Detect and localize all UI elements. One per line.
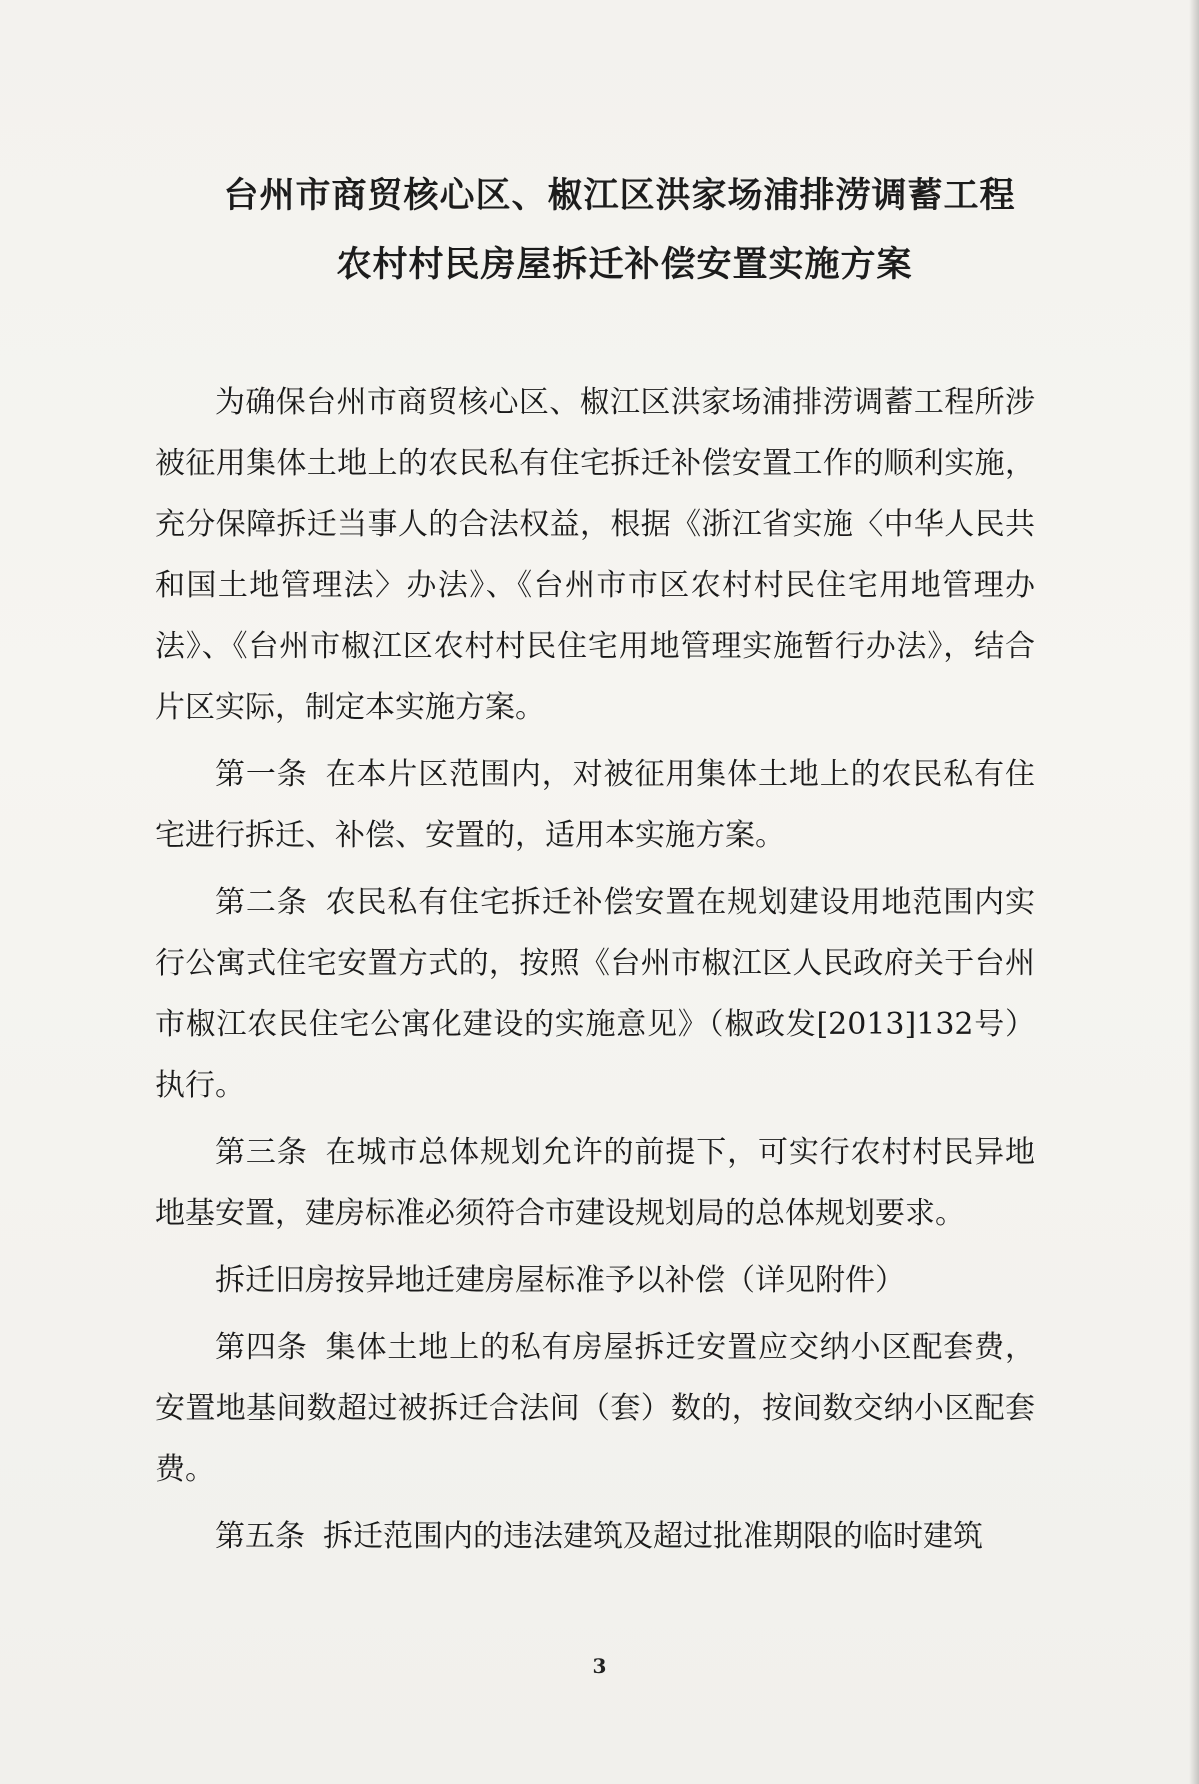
article-3 xyxy=(155,1122,1035,1244)
article-5 xyxy=(155,1506,1035,1567)
article-2-label: 第二条 xyxy=(215,885,308,920)
article-2 xyxy=(155,872,1035,1116)
article-1-label: 第一条 xyxy=(215,757,308,792)
article-5-text: 拆迁范围内的违法建筑及超过批准期限的临时建筑 xyxy=(323,1519,983,1554)
article-4-text: 集体土地上的私有房屋拆迁安置应交纳小区配套费，安置地基间数超过被拆迁合法间（套）数的，按间数交纳小区配套费。 xyxy=(155,1330,1035,1487)
document-title-line-1: 台州市商贸核心区、椒江区洪家场浦排涝调蓄工程 xyxy=(223,176,1016,216)
intro-paragraph: 为确保台州市商贸核心区、椒江区洪家场浦排涝调蓄工程所涉被征用集体土地上的农民私有住宅拆迁补偿安置工作的顺利实施，充分保障拆迁当事人的合法权益，根据《浙江省实施〈中华人民共和国土地管理法〉办法》、《台州市市区农村村民住宅用地管理办法》、《台州市椒江区农村村民住宅用地管理实施暂行办法》，结合片区实际，制定本实施方案。 xyxy=(155,385,1035,725)
article-4-label: 第四条 xyxy=(215,1330,308,1365)
article-5-label: 第五条 xyxy=(215,1519,305,1554)
article-4 xyxy=(155,1317,1035,1500)
article-3-text: 在城市总体规划允许的前提下，可实行农村村民异地地基安置，建房标准必须符合市建设规划局的总体规划要求。 xyxy=(155,1135,1035,1231)
document-title-line-2: 农村村民房屋拆迁补偿安置实施方案 xyxy=(336,245,913,285)
article-2-text: 农民私有住宅拆迁补偿安置在规划建设用地范围内实行公寓式住宅安置方式的，按照《台州市椒江区人民政府关于台州市椒江农民住宅公寓化建设的实施意见》（椒政发[2013]132号）执行。 xyxy=(155,885,1035,1103)
article-3-label: 第三条 xyxy=(215,1135,308,1170)
document-body xyxy=(155,372,1035,1567)
article-1-text: 在本片区范围内，对被征用集体土地上的农民私有住宅进行拆迁、补偿、安置的，适用本实施方案。 xyxy=(155,757,1035,853)
article-1 xyxy=(155,744,1035,866)
page-number: 3 xyxy=(592,1654,607,1678)
compensation-note: 拆迁旧房按异地迁建房屋标准予以补偿（详见附件） xyxy=(215,1263,905,1298)
